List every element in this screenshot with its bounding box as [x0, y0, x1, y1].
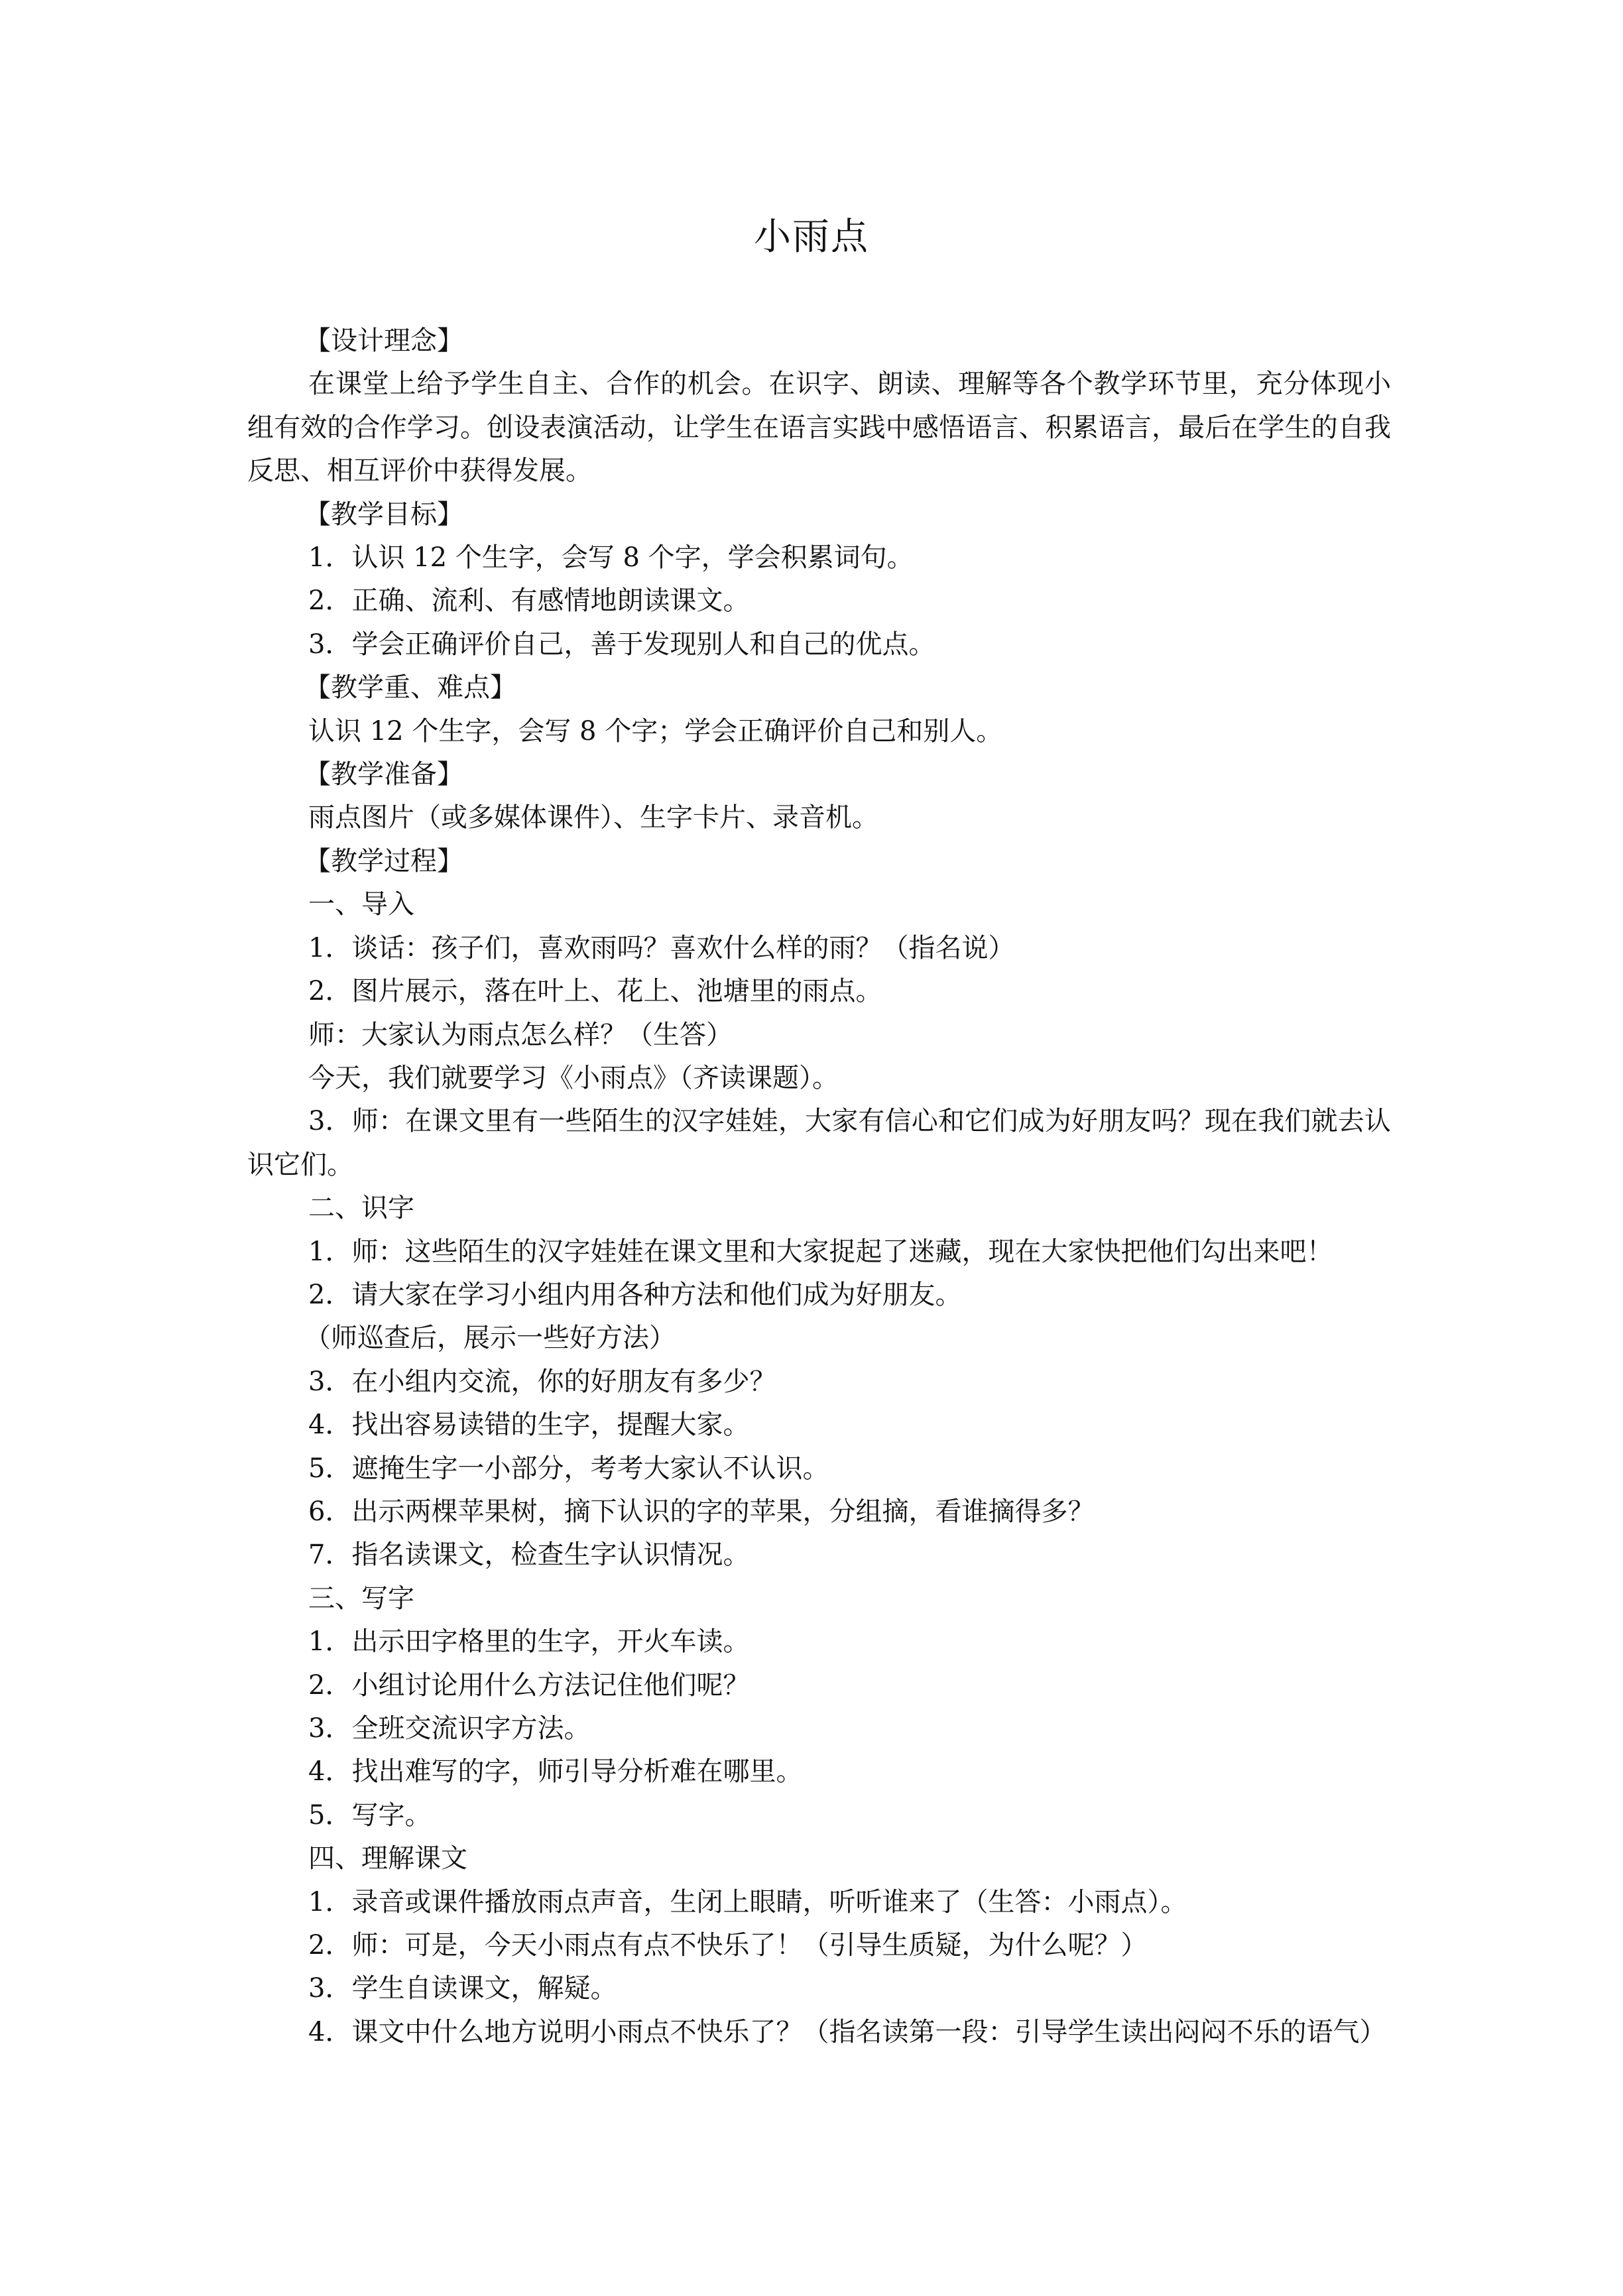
paragraph: 雨点图片（或多媒体课件）、生字卡片、录音机。	[308, 802, 878, 833]
paragraph: 1．认识 12 个生字，会写 8 个字，学会积累词句。	[308, 542, 914, 574]
paragraph: 三、写字	[308, 1583, 414, 1614]
paragraph: 3．学生自读课文，解疑。	[308, 1973, 617, 2004]
paragraph: 3．全班交流识字方法。	[308, 1713, 591, 1744]
paragraph: 认识 12 个生字，会写 8 个字；学会正确评价自己和别人。	[308, 715, 1003, 747]
paragraph: （师巡查后，展示一些好方法）	[304, 1323, 676, 1354]
paragraph: 四、理解课文	[308, 1843, 467, 1874]
paragraph: 4．课文中什么地方说明小雨点不快乐了？（指名读第一段：引导学生读出闷闷不乐的语气）	[308, 2016, 1386, 2047]
paragraph: 1．出示田字格里的生字，开火车读。	[308, 1626, 750, 1658]
paragraph: 在课堂上给予学生自主、合作的机会。在识字、朗读、理解等各个教学环节里，充分体现小组有效的合作学习。创设表演活动，让学生在语言实践中感悟语言、积累语言，最后在学生的自我反思、相互评价中获得发展。	[247, 369, 1391, 487]
paragraph: 2．小组讨论用什么方法记住他们呢？	[308, 1669, 750, 1701]
paragraph: 师：大家认为雨点怎么样？（生答）	[308, 1019, 733, 1050]
paragraph: 2．请大家在学习小组内用各种方法和他们成为好朋友。	[308, 1279, 962, 1310]
paragraph: 3．在小组内交流，你的好朋友有多少？	[308, 1366, 776, 1397]
paragraph: 2．图片展示，落在叶上、花上、池塘里的雨点。	[308, 976, 882, 1007]
section-heading: 【教学目标】	[304, 499, 463, 530]
paragraph: 4．找出难写的字，师引导分析难在哪里。	[308, 1756, 803, 1787]
paragraph: 1．师：这些陌生的汉字娃娃在课文里和大家捉起了迷藏，现在大家快把他们勾出来吧！	[308, 1236, 1333, 1267]
paragraph: 今天，我们就要学习《小雨点》（齐读课题）。	[308, 1062, 839, 1093]
document-body	[247, 320, 1391, 2054]
paragraph: 5．写字。	[308, 1799, 432, 1831]
paragraph: 4．找出容易读错的生字，提醒大家。	[308, 1410, 750, 1441]
paragraph: 7．指名读课文，检查生字认识情况。	[308, 1540, 750, 1571]
paragraph: 二、识字	[308, 1193, 414, 1224]
paragraph: 3．学会正确评价自己，善于发现别人和自己的优点。	[308, 629, 935, 660]
paragraph: 2．正确、流利、有感情地朗读课文。	[308, 585, 750, 617]
paragraph: 一、导入	[308, 889, 414, 920]
paragraph: 6．出示两棵苹果树，摘下认识的字的苹果，分组摘，看谁摘得多？	[308, 1496, 1095, 1527]
paragraph: 1．谈话：孩子们，喜欢雨吗？喜欢什么样的雨？（指名说）	[308, 932, 1015, 963]
paragraph: 3．师：在课文里有一些陌生的汉字娃娃，大家有信心和它们成为好朋友吗？现在我们就去认识它们。	[247, 1106, 1391, 1180]
section-heading: 【设计理念】	[304, 326, 463, 356]
paragraph: 2．师：可是，今天小雨点有点不快乐了！（引导生质疑，为什么呢？）	[308, 1930, 1148, 1961]
section-heading: 【教学准备】	[304, 759, 463, 790]
section-heading: 【教学过程】	[304, 845, 463, 876]
paragraph: 5．遮掩生字一小部分，考考大家认不认识。	[308, 1453, 829, 1484]
paragraph: 1．录音或课件播放雨点声音，生闭上眼睛，听听谁来了（生答：小雨点）。	[308, 1886, 1187, 1917]
page-title: 小雨点	[754, 215, 869, 259]
section-heading: 【教学重、难点】	[304, 672, 516, 703]
